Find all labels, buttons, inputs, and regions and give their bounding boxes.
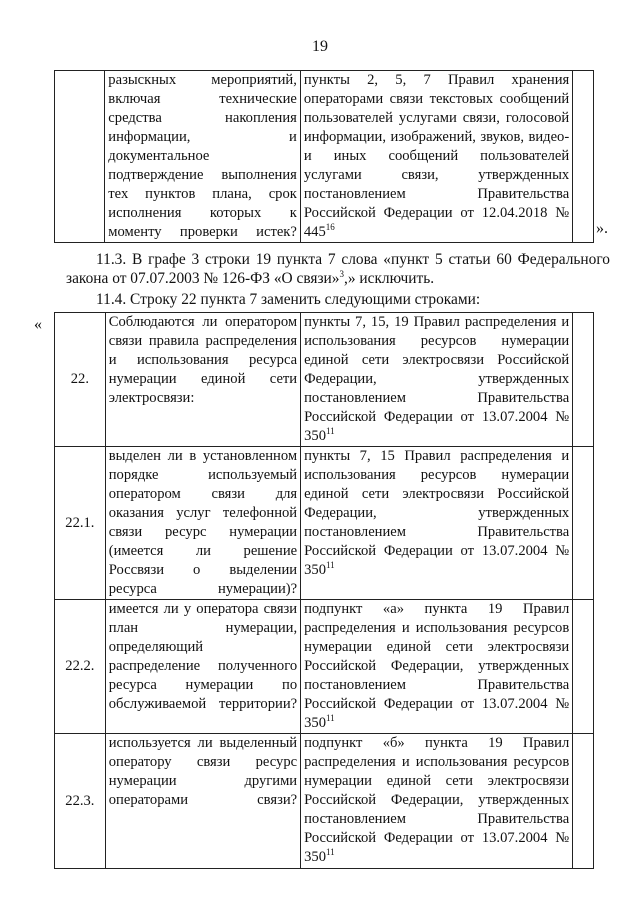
table-row [55, 734, 594, 869]
extra-cell [573, 447, 594, 600]
question-text: выделен ли в установленном порядке используемый оператором связи для оказания услуг телефонной связи ресурс нумерации (имеется ли решение Россвязи о выделении ресурса нумерации)? [108, 448, 298, 597]
table-row [55, 71, 594, 243]
basis-cell [301, 447, 573, 600]
question-text: используется ли выделенный оператору связи ресурс нумерации другими операторами связи? [108, 735, 298, 808]
table-row [55, 447, 594, 600]
row-number-cell: 22.1. [55, 447, 106, 600]
basis-cell [300, 71, 572, 243]
question-cell [105, 734, 300, 869]
row-number-cell: 22. [55, 313, 106, 447]
table-rows-22 [54, 312, 594, 869]
paragraph-text-end: ,» исключить. [344, 270, 435, 287]
table-row [55, 313, 594, 447]
question-text: Соблюдаются ли оператором связи правила распределения и использования ресурса нумерации единой сети электросвязи: [108, 314, 298, 406]
question-cell [105, 71, 301, 243]
closing-quote: ». [596, 220, 608, 237]
basis-text: пункты 7, 15, 19 Правил распределения и использования ресурсов нумерации единой сети электросвязи Российской Федерации, утвержденных постановлением Правительства Российской Федерации от 13.07.2004 № 350 [304, 314, 570, 444]
footnote-ref: 11 [326, 560, 335, 571]
paragraph-text: 11.3. В графе 3 строки 19 пункта 7 слова «пункт 5 статьи 60 Федерального закона от 07.07.2003 № 126-ФЗ «О связи» [66, 251, 610, 287]
question-text: разыскных мероприятий, включая технические средства накопления информации, и документальное подтверждение выполнения тех пунктов плана, срок исполнения которых к моменту проверки истек? [108, 72, 297, 240]
extra-cell [573, 600, 594, 734]
basis-cell [301, 313, 573, 447]
footnote-ref: 11 [326, 713, 335, 724]
question-cell [105, 600, 300, 734]
basis-text: подпункт «б» пункта 19 Правил распределения и использования ресурсов нумерации единой сети электросвязи Российской Федерации, утвержденных постановлением Правительства Российской Федерации от 13.07.2004 № 350 [304, 735, 570, 865]
extra-cell [573, 734, 594, 869]
table-continuation [54, 70, 594, 243]
extra-cell [573, 313, 594, 447]
footnote-ref: 3 [339, 268, 344, 279]
page-number: 19 [312, 38, 328, 55]
row-number-cell: 22.3. [55, 734, 106, 869]
paragraph-11-4: 11.4. Строку 22 пункта 7 заменить следующими строками: [96, 291, 481, 308]
extra-cell [573, 71, 594, 243]
footnote-ref: 11 [326, 847, 335, 858]
row-number-cell [55, 71, 105, 243]
basis-cell [301, 600, 573, 734]
basis-text: пункты 2, 5, 7 Правил хранения операторами связи текстовых сообщений пользователей услугами связи, голосовой информации, изображений, звуков, видео- и иных сообщений пользователей услугами связи, утвержденных постановлением Правительства Российской Федерации от 12.04.2018 № 445 [303, 72, 570, 240]
basis-cell [301, 734, 573, 869]
question-cell [105, 447, 300, 600]
row-number-cell: 22.2. [55, 600, 106, 734]
question-text: имеется ли у оператора связи план нумерации, определяющий распределение полученного ресурса нумерации по обслуживаемой территории? [108, 601, 298, 712]
footnote-ref: 16 [325, 222, 335, 233]
basis-text: пункты 7, 15 Правил распределения и использования ресурсов нумерации единой сети электросвязи Российской Федерации, утвержденных постановлением Правительства Российской Федерации от 13.07.2004 № 350 [304, 448, 570, 578]
table-row [55, 600, 594, 734]
opening-quote: « [34, 316, 42, 333]
basis-text: подпункт «а» пункта 19 Правил распределения и использования ресурсов нумерации единой сети электросвязи Российской Федерации, утвержденных постановлением Правительства Российской Федерации от 13.07.2004 № 350 [304, 601, 570, 731]
footnote-ref: 11 [326, 426, 335, 437]
question-cell [105, 313, 300, 447]
paragraph-11-3 [66, 250, 610, 288]
